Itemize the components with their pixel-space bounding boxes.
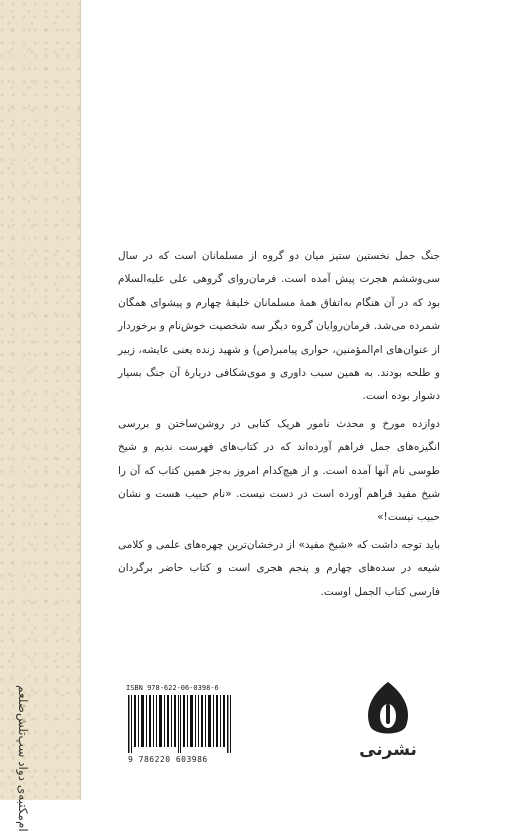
book-spine	[0, 0, 81, 832]
barcode-digits: 9 786220 603986	[128, 755, 208, 764]
back-cover-text	[118, 245, 440, 608]
publisher-logo-icon	[360, 680, 416, 740]
spine-title: ام‌مکتبه‌ی دواد سپ‌تلش‌ضلعم	[16, 685, 30, 832]
paragraph-1: جنگ جمل نخستین ستیز میان دو گروه از مسلمانان است که در سال سی‌وششم هجرت پیش آمده است. فرمان‌روای گروهی علی علیه‌السلام بود که در آن هنگام به‌اتفاق همهٔ مسلمانان خلیفهٔ چهارم و پیشوای همگان شمرده می‌شد. فرمان‌روایان گروه دیگر سه شخصیت خوش‌نام و برخوردار از عنوان‌های ام‌المؤمنین، حواری پیامبر(ص) و شهید زنده یعنی عایشه، زبیر و طلحه بودند. به همین سبب داوری و موی‌شکافی دربارهٔ آن جنگ بسیار دشوار بوده است.	[118, 250, 440, 403]
paragraph-3: باید توجه داشت که «شیخ مفید» از درخشان‌ترین چهره‌های علمی و کلامی شیعه در سده‌های چهارم و پنجم هجری است و کتاب حاضر برگردان فارسی کتاب الجمل اوست.	[118, 538, 440, 598]
publisher-name: نشرنی	[359, 740, 417, 760]
barcode-icon	[128, 695, 232, 753]
isbn-label: ISBN 978-622-06-0398-6	[126, 684, 219, 692]
paragraph-2: دوازده مورخ و محدث نامور هریک کتابی در روشن‌ساختن و بررسی انگیزه‌های جمل فراهم آورده‌اند که در کتاب‌های فهرست ندیم و شیخ طوسی نام آنها آمده است. و از هیچ‌کدام امروز به‌جز همین کتاب که آن را شیخ مفید فراهم آورده است در دست نیست. «نام حبیب هست و نشان حبیب نیست!»	[118, 417, 440, 524]
